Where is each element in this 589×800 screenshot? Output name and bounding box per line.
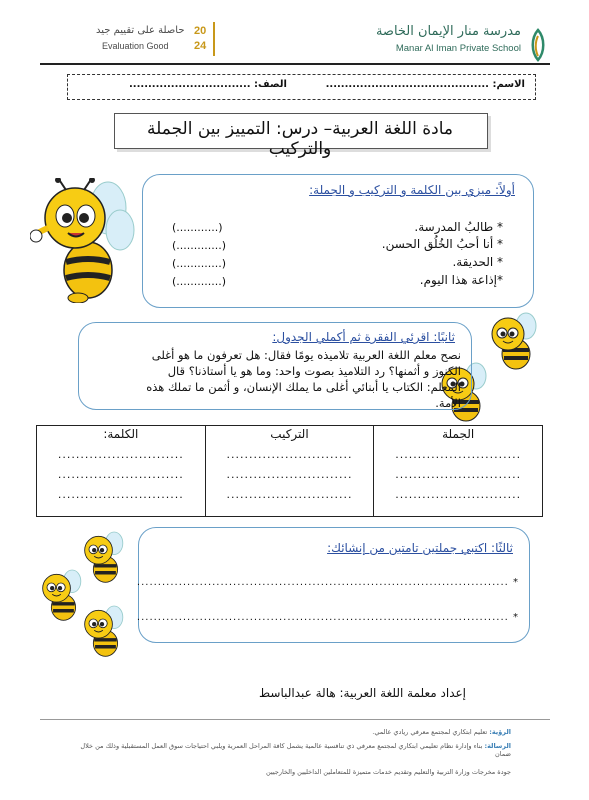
section1-heading: أولاً: ميزي بين الكلمة و التركيب و الجملة: xyxy=(309,183,515,197)
table-column-sentence[interactable] xyxy=(374,444,543,517)
table-header-word: الكلمة: xyxy=(37,426,206,445)
section1-item: * الحديقة. xyxy=(452,255,503,269)
evaluation-arabic: حاصلة على تقييم جيد xyxy=(96,25,185,36)
table-cell[interactable]: ............................ xyxy=(226,448,353,461)
section1-item: *إذاعة هذا اليوم. xyxy=(419,273,503,287)
section1-item: * طالبُ المدرسة. xyxy=(414,220,503,234)
mission-text: بناء وإدارة نظام تعليمي ابتكاري لمجتمع معرفي ذي تنافسية عالمية يشمل كافة المراحل العمرية ويلبي احتياجات سوق العمل المستقبلية وذلك من خلال ضمان xyxy=(80,742,511,758)
table-cell[interactable]: ............................ xyxy=(395,448,522,461)
footer-vision xyxy=(372,728,511,736)
classification-table xyxy=(36,425,543,517)
page-title: مادة اللغة العربية– درس: التمييز بين الجملة والتركيب xyxy=(147,119,453,159)
section2-heading: ثانيًا: اقرئي الفقرة ثم أكملي الجدول: xyxy=(272,330,455,344)
vision-label: الرؤية: xyxy=(489,728,511,736)
vision-text: تعليم ابتكاري لمجتمع معرفي ريادي عالمي. xyxy=(372,728,488,736)
footer-mission-continued: جودة مخرجات وزارة التربية والتعليم وتقديم خدمات متميزة للمتعاملين الداخليين والخارجيين xyxy=(265,768,511,776)
school-logo-icon xyxy=(527,28,549,62)
table-cell[interactable]: ............................ xyxy=(57,488,184,501)
table-header-phrase: التركيب xyxy=(205,426,374,445)
table-cell[interactable]: ............................ xyxy=(226,488,353,501)
table-column-word[interactable] xyxy=(37,444,206,517)
bee-small-icon xyxy=(76,604,128,664)
answer-blank[interactable]: (............) xyxy=(172,221,223,234)
footer-divider xyxy=(40,719,550,720)
mission-label: الرسالة: xyxy=(484,742,511,750)
year-badge xyxy=(194,24,206,54)
answer-blank[interactable]: (.............) xyxy=(172,257,227,270)
student-class-field[interactable]: الصف: ................................ xyxy=(129,79,287,90)
school-name-arabic: مدرسة منار الإيمان الخاصة xyxy=(375,24,521,39)
reading-paragraph: نصح معلم اللغة العربية تلاميذه يومًا فقال: هل تعرفون ما هو أغلى الكنوز و أثمنها؟ رد التلاميذ بصوت واحد: وما هو يا أستاذنا؟ قال المعلم: الكتاب يا أبنائي أغلى ما يملك الإنسان، و أثمن ما تملك هذه الأمة. xyxy=(146,348,461,410)
header-divider xyxy=(40,63,550,65)
bee-waving-icon xyxy=(30,178,135,307)
author-credit: إعداد معلمة اللغة العربية: هالة عبدالباسط xyxy=(259,686,466,700)
writing-line[interactable]: * ......................................................................................... xyxy=(136,577,519,588)
year-bottom: 24 xyxy=(194,40,207,52)
section1-item: * أنا أحبُ الخُلُق الحسن. xyxy=(381,237,503,251)
table-header-sentence: الجملة xyxy=(374,426,543,445)
school-name-english: Manar Al Iman Private School xyxy=(395,43,521,54)
answer-blank[interactable]: (.............) xyxy=(172,275,227,288)
table-column-phrase[interactable] xyxy=(205,444,374,517)
section3-heading: ثالثًا: اكتبي جملتين تامتين من إنشائك: xyxy=(327,541,513,555)
year-divider xyxy=(213,22,215,56)
writing-line[interactable]: * ......................................................................................... xyxy=(136,612,519,623)
table-cell[interactable]: ............................ xyxy=(57,468,184,481)
answer-blank[interactable]: (.............) xyxy=(172,239,227,252)
table-cell[interactable]: ............................ xyxy=(395,468,522,481)
year-top: 20 xyxy=(194,25,207,37)
table-cell[interactable]: ............................ xyxy=(57,448,184,461)
table-cell[interactable]: ............................ xyxy=(226,468,353,481)
table-cell[interactable]: ............................ xyxy=(395,488,522,501)
student-name-field[interactable]: الاسم: ........................................... xyxy=(325,79,525,90)
evaluation-english: Evaluation Good xyxy=(102,41,169,51)
footer-mission xyxy=(71,742,511,758)
